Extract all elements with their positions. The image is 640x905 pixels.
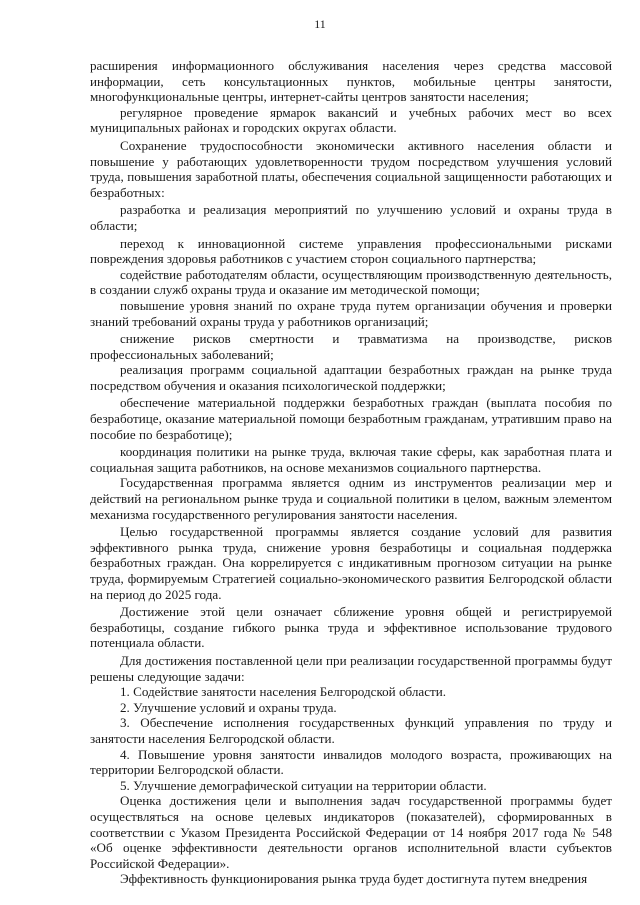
paragraph: Государственная программа является одним из инструментов реализации мер и действий на региональном рынке труда и социальной политики в целом, важным элементом механизма государственного регулирования занятости населения.	[90, 475, 612, 522]
paragraph: снижение рисков смертности и травматизма на производстве, рисков профессиональных заболеваний;	[90, 331, 612, 362]
paragraph: переход к инновационной системе управления профессиональными рисками повреждения здоровья работников с участием сторон социального партнерства;	[90, 235, 612, 267]
paragraph: Целью государственной программы является создание условий для развития эффективного рынка труда, снижение уровня безработицы и социальная поддержка безработных граждан. Она коррелируется с индикативным прогнозом ситуации на рынке труда, формируемым Стратегией социально-экономического развития Белгородской области на период до 2025 года.	[90, 524, 612, 602]
paragraph: Достижение этой цели означает сближение уровня общей и регистрируемой безработицы, создание гибкого рынка труда и эффективное использование трудового потенциала области.	[90, 604, 612, 651]
paragraph: реализация программ социальной адаптации безработных граждан на рынке труда посредством обучения и оказания психологической поддержки;	[90, 362, 612, 393]
task-item: 1. Содействие занятости населения Белгородской области.	[120, 684, 447, 700]
page-number: 11	[314, 17, 326, 31]
paragraph: Для достижения поставленной цели при реализации государственной программы будут решены следующие задачи:	[90, 652, 612, 684]
paragraph: Оценка достижения цели и выполнения задач государственной программы будет осуществляться на основе целевых индикаторов (показателей), сформированных в соответствии с Указом Президента Российской Федерации от 14 ноября 2017 года № 548 «Об оценке эффективности деятельности органов исполнительной власти субъектов Российской Федерации».	[90, 793, 612, 871]
paragraph: повышение уровня знаний по охране труда путем организации обучения и проверки знаний требований охраны труда у работников организаций;	[90, 297, 612, 329]
paragraph: обеспечение материальной поддержки безработных граждан (выплата пособия по безработице, оказание материальной помощи безработным гражданам, утратившим право на пособие по безработице);	[90, 395, 612, 442]
task-item: 5. Улучшение демографической ситуации на территории области.	[120, 777, 487, 793]
task-item: 3. Обеспечение исполнения государственных функций управления по труду и занятости населения Белгородской области.	[90, 715, 612, 746]
paragraph: содействие работодателям области, осуществляющим производственную деятельность, в создании служб охраны труда и оказание им методической помощи;	[90, 266, 612, 298]
paragraph: координация политики на рынке труда, включая такие сферы, как заработная плата и социальная защита работников, на основе механизмов социального партнерства.	[90, 444, 612, 475]
paragraph: разработка и реализация мероприятий по улучшению условий и охраны труда в области;	[90, 202, 612, 233]
paragraph: Сохранение трудоспособности экономически активного населения области и повышение у работающих удовлетворенности трудом посредством улучшения условий труда, повышения заработной платы, обеспечения социальной защищенности работающих и безработных:	[90, 137, 612, 200]
paragraph: расширения информационного обслуживания населения через средства массовой информации, сеть консультационных пунктов, мобильные центры занятости, многофункциональные центры, интернет-сайты центров занятости населения;	[90, 58, 612, 105]
paragraph: Эффективность функционирования рынка труда будет достигнута путем внедрения	[120, 871, 588, 887]
paragraph: регулярное проведение ярмарок вакансий и учебных рабочих мест во всех муниципальных районах и городских округах области.	[90, 104, 612, 136]
task-item: 4. Повышение уровня занятости инвалидов молодого возраста, проживающих на территории Белгородской области.	[90, 746, 612, 778]
document-body	[90, 58, 612, 887]
task-item: 2. Улучшение условий и охраны труда.	[120, 699, 337, 715]
